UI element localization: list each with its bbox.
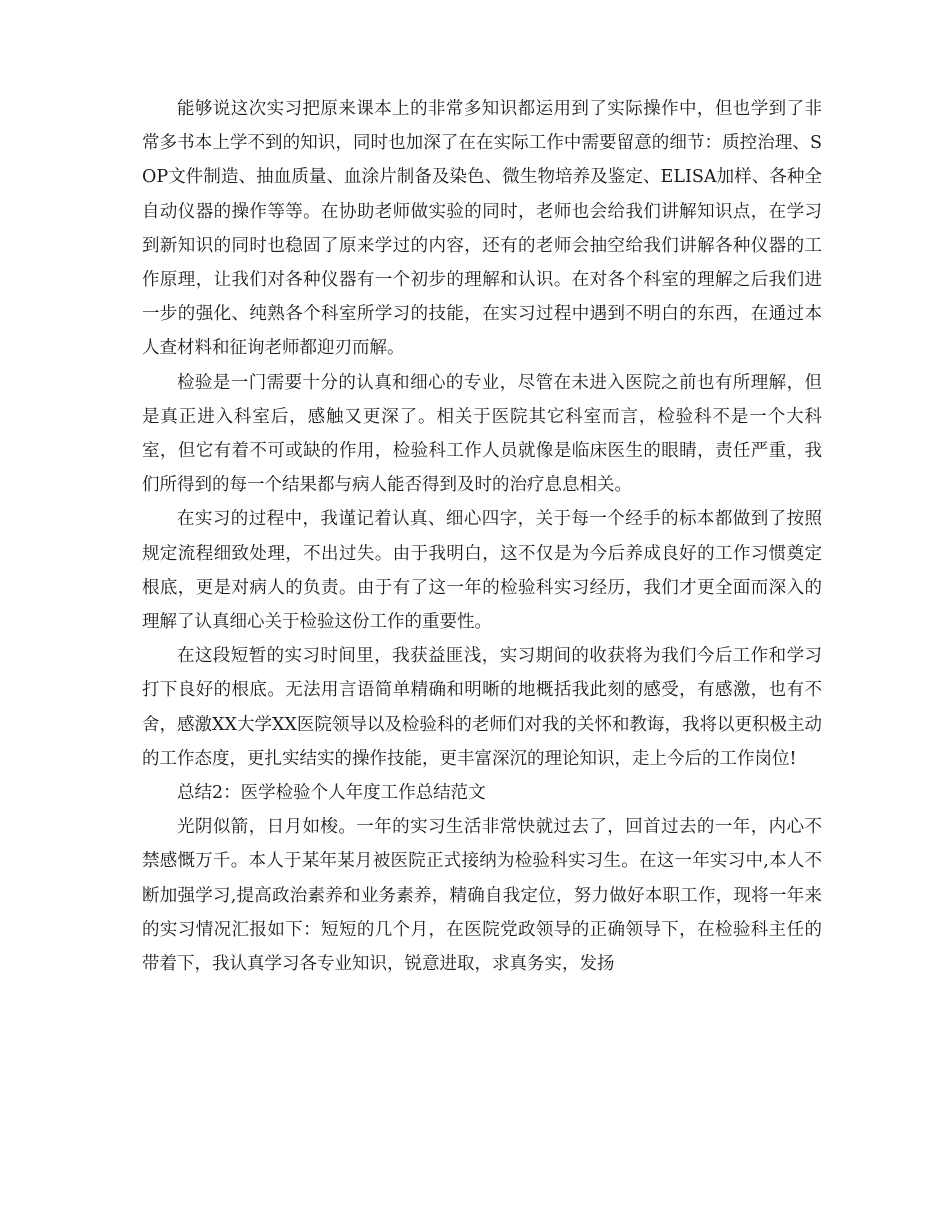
section-heading-summary-2: 总结2：医学检验个人年度工作总结范文	[177, 783, 486, 804]
paragraph-gratitude: 在这段短暂的实习时间里，我获益匪浅，实习期间的收获将为我们今后工作和学习打下良好的根底。无法用言语简单精确和明晰的地概括我此刻的感受，有感激，也有不舍，感激XX大学XX医院领导以及检验科的老师们对我的关怀和教诲，我将以更积极主动的工作态度，更扎实结实的操作技能，更丰富深沉的理论知识，走上今后的工作岗位!	[142, 646, 822, 769]
paragraph-internship-gains: 能够说这次实习把原来课本上的非常多知识都运用到了实际操作中，但也学到了非常多书本上学不到的知识，同时也加深了在在实际工作中需要留意的细节：质控治理、SOP文件制造、抽血质量、血涂片制备及染色、微生物培养及鉴定、ELISA加样、各种全自动仪器的操作等等。在协助老师做实验的同时，老师也会给我们讲解知识点，在学习到新知识的同时也稳固了原来学过的内容，还有的老师会抽空给我们讲解各种仪器的工作原理，让我们对各种仪器有一个初步的理解和认识。在对各个科室的理解之后我们进一步的强化、纯熟各个科室所学习的技能，在实习过程中遇到不明白的东西，在通过本人查材料和征询老师都迎刃而解。	[142, 99, 822, 359]
paragraph-lab-profession: 检验是一门需要十分的认真和细心的专业，尽管在未进入医院之前也有所理解，但是真正进入科室后，感触又更深了。相关于医院其它科室而言，检验科不是一个大科室，但它有着不可或缺的作用，检验科工作人员就像是临床医生的眼睛，责任严重，我们所得到的每一个结果都与病人能否得到及时的治疗息息相关。	[142, 372, 822, 496]
paragraph-annual-summary-intro: 光阴似箭，日月如梭。一年的实习生活非常快就过去了，回首过去的一年，内心不禁感慨万千。本人于某年某月被医院正式接纳为检验科实习生。在这一年实习中,本人不断加强学习,提高政治素养和业务素养，精确自我定位，努力做好本职工作，现将一年来的实习情况汇报如下：短短的几个月，在医院党政领导的正确领导下，在检验科主任的带着下，我认真学习各专业知识，锐意进取，求真务实，发扬	[142, 817, 822, 975]
paragraph-careful-practice: 在实习的过程中，我谨记着认真、细心四字，关于每一个经手的标本都做到了按照规定流程细致处理，不出过失。由于我明白，这不仅是为今后养成良好的工作习惯奠定根底，更是对病人的负责。由于有了这一年的检验科实习经历，我们才更全面而深入的理解了认真细心关于检验这份工作的重要性。	[142, 509, 822, 633]
document-body	[142, 92, 822, 981]
